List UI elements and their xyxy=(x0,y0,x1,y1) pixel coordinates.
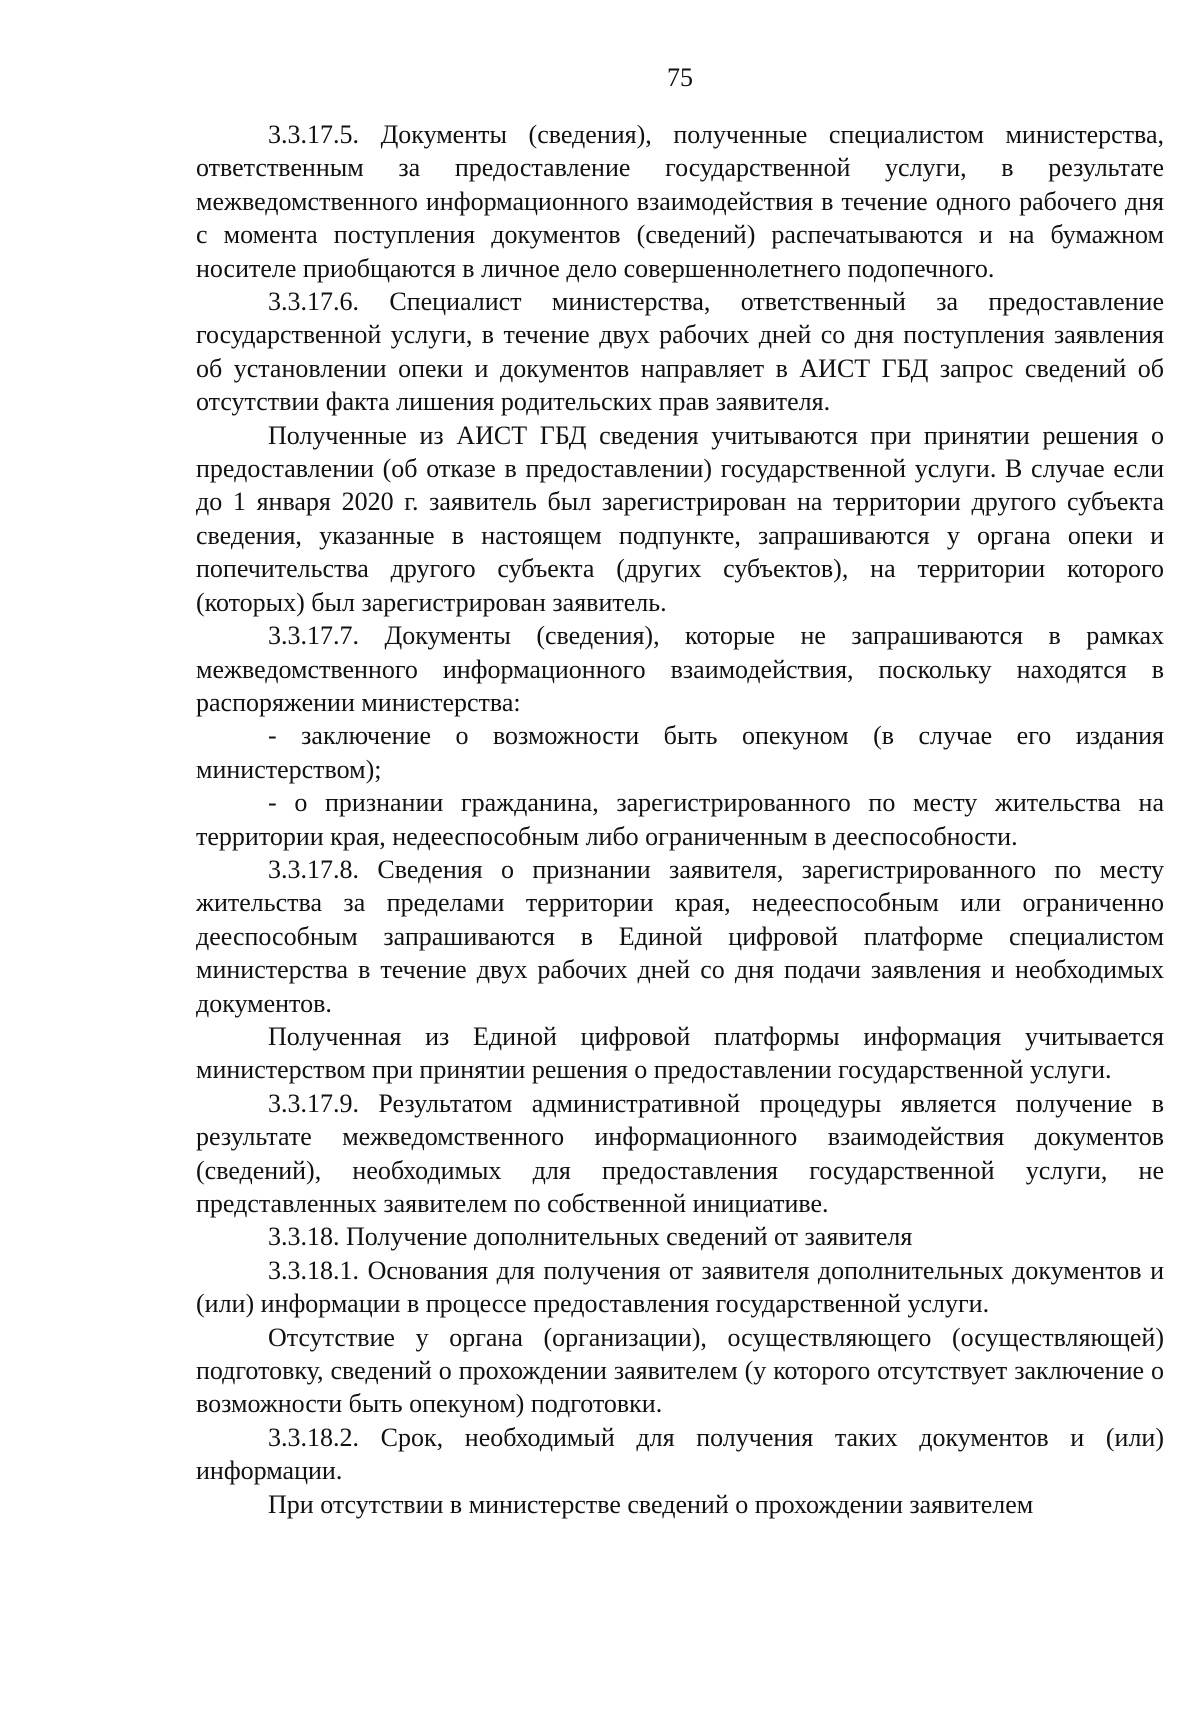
paragraph-3-3-17-8: 3.3.17.8. Сведения о признании заявителя, зарегистрированного по месту жительства за пределами территории края, недееспособным или ограниченно дееспособным запрашиваются в Единой цифровой платформе специалистом министерства в течение двух рабочих дней со дня подачи заявления и необходимых документов. xyxy=(196,854,1164,1018)
paragraph-3-3-17-7: 3.3.17.7. Документы (сведения), которые не запрашиваются в рамках межведомственного информационного взаимодействия, поскольку находятся в распоряжении министерства: xyxy=(196,621,1164,717)
paragraph-aist-gbd-results: Полученные из АИСТ ГБД сведения учитываются при принятии решения о предоставлении (об отказе в предоставлении) государственной услуги. В случае если до 1 января 2020 г. заявитель был зарегистрирован на территории другого субъекта сведения, указанные в настоящем подпункте, запрашиваются у органа опеки и попечительства другого субъекта (других субъектов), на территории которого (которых) был зарегистрирован заявитель. xyxy=(196,420,1164,617)
section-heading-3-3-18: 3.3.18. Получение дополнительных сведений от заявителя xyxy=(268,1222,913,1252)
paragraph-3-3-18-2: 3.3.18.2. Срок, необходимый для получения таких документов и (или) информации. xyxy=(196,1422,1164,1486)
paragraph-3-3-17-9: 3.3.17.9. Результатом административной процедуры является получение в результате межведомственного информационного взаимодействия документов (сведений), необходимых для предоставления государственной услуги, не представленных заявителем по собственной инициативе. xyxy=(196,1088,1164,1218)
paragraph-training-absence: Отсутствие у органа (организации), осуществляющего (осуществляющей) подготовку, сведений о прохождении заявителем (у которого отсутствует заключение о возможности быть опекуном) подготовки. xyxy=(196,1322,1164,1419)
paragraph-3-3-17-5: 3.3.17.5. Документы (сведения), полученные специалистом министерства, ответственным за предоставление государственной услуги, в результате межведомственного информационного взаимодействия в течение одного рабочего дня с момента поступления документов (сведений) распечатываются и на бумажном носителе приобщаются в личное дело совершеннолетнего подопечного. xyxy=(196,120,1164,283)
list-item-incapacity-recognition: - о признании гражданина, зарегистрированного по месту жительства на территории края, недееспособным либо ограниченным в дееспособности. xyxy=(196,788,1164,851)
page-number: 75 xyxy=(667,63,693,92)
paragraph-3-3-18-1: 3.3.18.1. Основания для получения от заявителя дополнительных документов и (или) информации в процессе предоставления государственной услуги. xyxy=(196,1255,1164,1319)
paragraph-3-3-17-6: 3.3.17.6. Специалист министерства, ответственный за предоставление государственной услуги, в течение двух рабочих дней со дня поступления заявления об установлении опеки и документов направляет в АИСТ ГБД запрос сведений об отсутствии факта лишения родительских прав заявителя. xyxy=(196,287,1164,417)
document-body xyxy=(196,118,1164,1521)
paragraph-ministry-absence: При отсутствии в министерстве сведений о прохождении заявителем xyxy=(268,1489,1034,1519)
paragraph-digital-platform-info: Полученная из Единой цифровой платформы информация учитывается министерством при принятии решения о предоставлении государственной услуги. xyxy=(196,1021,1164,1085)
list-item-guardian-conclusion: - заключение о возможности быть опекуном (в случае его издания министерством); xyxy=(196,721,1164,784)
